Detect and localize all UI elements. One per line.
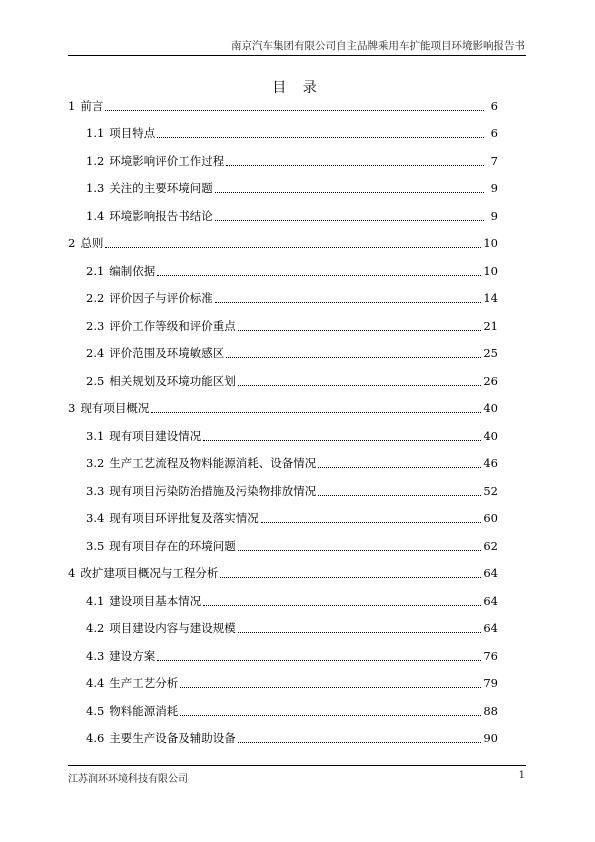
toc-entry-number: 2.4 (86, 346, 105, 361)
toc-entry-page: 7 (490, 153, 498, 168)
toc-entry-number: 2.3 (86, 318, 105, 333)
toc-entry-page: 10 (483, 263, 498, 278)
toc-entry-page: 40 (483, 428, 498, 443)
toc-entry-title: 建设方案 (109, 648, 156, 663)
toc-entry-number: 2.5 (86, 373, 105, 388)
toc-entry-page: 62 (483, 538, 498, 553)
toc-dot-leader (215, 292, 482, 303)
page-number: 1 (518, 770, 525, 781)
toc-entry-title: 编制依据 (109, 263, 156, 278)
footer-company: 江苏润环环境科技有限公司 (68, 774, 188, 785)
toc-entry-title: 相关规划及环境功能区划 (109, 373, 236, 388)
toc-entry[interactable] (68, 312, 498, 340)
toc-dot-leader (203, 595, 481, 606)
toc-entry-number: 1 (68, 98, 76, 113)
toc-entry-number: 3.2 (86, 456, 105, 471)
toc-entry-number: 4.3 (86, 648, 105, 663)
toc-entry-title: 现有项目概况 (80, 401, 150, 416)
toc-dot-leader (238, 540, 482, 551)
toc-entry[interactable] (68, 175, 498, 203)
toc-entry-page: 21 (483, 318, 498, 333)
toc-entry[interactable] (68, 367, 498, 395)
toc-entry-title: 主要生产设备及辅助设备 (109, 731, 236, 746)
toc-entry-page: 6 (490, 126, 498, 141)
toc-entry-number: 2 (68, 236, 76, 251)
toc-entry-title: 环境影响评价工作过程 (109, 153, 225, 168)
toc-entry-number: 4 (68, 566, 76, 581)
toc-entry-page: 6 (490, 98, 498, 113)
toc-dot-leader (226, 155, 484, 166)
toc-dot-leader (318, 485, 481, 496)
toc-entry-title: 现有项目环评批复及落实情况 (109, 511, 259, 526)
toc-dot-leader (180, 677, 481, 688)
toc-dot-leader (238, 622, 482, 633)
toc-entry[interactable] (68, 587, 498, 615)
toc-dot-leader (157, 127, 484, 138)
toc-entry-title: 总则 (80, 236, 104, 251)
toc-entry-page: 14 (483, 291, 498, 306)
toc-entry[interactable] (68, 257, 498, 285)
toc-dot-leader (238, 375, 482, 386)
toc-entry[interactable] (68, 120, 498, 148)
toc-dot-leader (180, 705, 481, 716)
toc-entry-page: 40 (483, 401, 498, 416)
toc-entry[interactable] (68, 670, 498, 698)
toc-entry-title: 评价工作等级和评价重点 (109, 318, 236, 333)
toc-entry[interactable] (68, 92, 498, 120)
toc-entry-title: 改扩建项目概况与工程分析 (80, 566, 219, 581)
toc-dot-leader (261, 512, 482, 523)
toc-entry-page: 25 (483, 346, 498, 361)
toc-entry-title: 评价因子与评价标准 (109, 291, 213, 306)
toc-entry-page: 64 (483, 566, 498, 581)
toc-entry-number: 4.5 (86, 703, 105, 718)
toc-entry-page: 60 (483, 511, 498, 526)
toc-dot-leader (226, 347, 481, 358)
toc-entry-number: 2.2 (86, 291, 105, 306)
toc-entry-number: 3 (68, 401, 76, 416)
toc-dot-leader (215, 182, 484, 193)
toc-entry-page: 76 (483, 648, 498, 663)
toc-entry[interactable] (68, 642, 498, 670)
toc-dot-leader (238, 320, 482, 331)
toc-entry-number: 4.6 (86, 731, 105, 746)
toc-entry-title: 关注的主要环境问题 (109, 181, 213, 196)
toc-entry[interactable] (68, 422, 498, 450)
toc-title: 目 录 (272, 80, 323, 96)
toc-entry-title: 现有项目污染防治措施及污染物排放情况 (109, 483, 317, 498)
toc-entry-title: 项目特点 (109, 126, 156, 141)
toc-entry-number: 1.1 (86, 126, 105, 141)
toc-entry-number: 3.3 (86, 483, 105, 498)
toc-entry[interactable] (68, 285, 498, 313)
toc-entry-title: 物料能源消耗 (109, 703, 179, 718)
toc-entry-title: 评价范围及环境敏感区 (109, 346, 225, 361)
toc-entry[interactable] (68, 230, 498, 258)
toc-entry-title: 前言 (80, 98, 104, 113)
toc-entry[interactable] (68, 532, 498, 560)
toc-dot-leader (105, 100, 484, 111)
toc-entry-title: 现有项目存在的环境问题 (109, 538, 236, 553)
toc-entry-page: 79 (483, 676, 498, 691)
toc-entry[interactable] (68, 505, 498, 533)
running-header: 南京汽车集团有限公司自主品牌乘用车扩能项目环境影响报告书 (231, 40, 525, 52)
toc-entry-page: 64 (483, 593, 498, 608)
toc-entry-number: 4.4 (86, 676, 105, 691)
toc-entry-page: 9 (490, 181, 498, 196)
toc-entry[interactable] (68, 395, 498, 423)
toc-entry-title: 现有项目建设情况 (109, 428, 202, 443)
toc-entry[interactable] (68, 202, 498, 230)
footer-divider (68, 765, 526, 766)
toc-entry-page: 88 (483, 703, 498, 718)
toc-dot-leader (318, 457, 481, 468)
toc-entry[interactable] (68, 147, 498, 175)
toc-entry[interactable] (68, 477, 498, 505)
toc-entry-number: 1.4 (86, 208, 105, 223)
toc-entry[interactable] (68, 615, 498, 643)
toc-entry-number: 3.5 (86, 538, 105, 553)
toc-entry-number: 4.2 (86, 621, 105, 636)
toc-entry[interactable] (68, 450, 498, 478)
toc-entry-title: 生产工艺流程及物料能源消耗、设备情况 (109, 456, 317, 471)
toc-entry-page: 26 (483, 373, 498, 388)
toc-entry-page: 64 (483, 621, 498, 636)
toc-entry-number: 2.1 (86, 263, 105, 278)
toc-dot-leader (220, 567, 481, 578)
toc-entry-number: 3.1 (86, 428, 105, 443)
toc-entry[interactable] (68, 725, 498, 753)
toc-entry[interactable] (68, 340, 498, 368)
toc-entry-number: 1.2 (86, 153, 105, 168)
toc-entry-page: 90 (483, 731, 498, 746)
toc-dot-leader (215, 210, 484, 221)
toc-entry-title: 生产工艺分析 (109, 676, 179, 691)
toc-entry-page: 46 (483, 456, 498, 471)
toc-dot-leader (238, 732, 482, 743)
toc-entry-page: 9 (490, 208, 498, 223)
toc-dot-leader (151, 402, 481, 413)
toc-entry-page: 10 (483, 236, 498, 251)
toc-dot-leader (157, 650, 481, 661)
toc-entry[interactable] (68, 697, 498, 725)
toc-entry-number: 1.3 (86, 181, 105, 196)
table-of-contents (68, 92, 498, 752)
toc-entry-number: 4.1 (86, 593, 105, 608)
toc-entry-page: 52 (483, 483, 498, 498)
toc-entry[interactable] (68, 560, 498, 588)
toc-dot-leader (203, 430, 481, 441)
header-divider (68, 55, 526, 56)
toc-dot-leader (105, 237, 481, 248)
toc-dot-leader (157, 265, 481, 276)
toc-entry-title: 建设项目基本情况 (109, 593, 202, 608)
toc-entry-title: 项目建设内容与建设规模 (109, 621, 236, 636)
toc-entry-number: 3.4 (86, 511, 105, 526)
toc-entry-title: 环境影响报告书结论 (109, 208, 213, 223)
